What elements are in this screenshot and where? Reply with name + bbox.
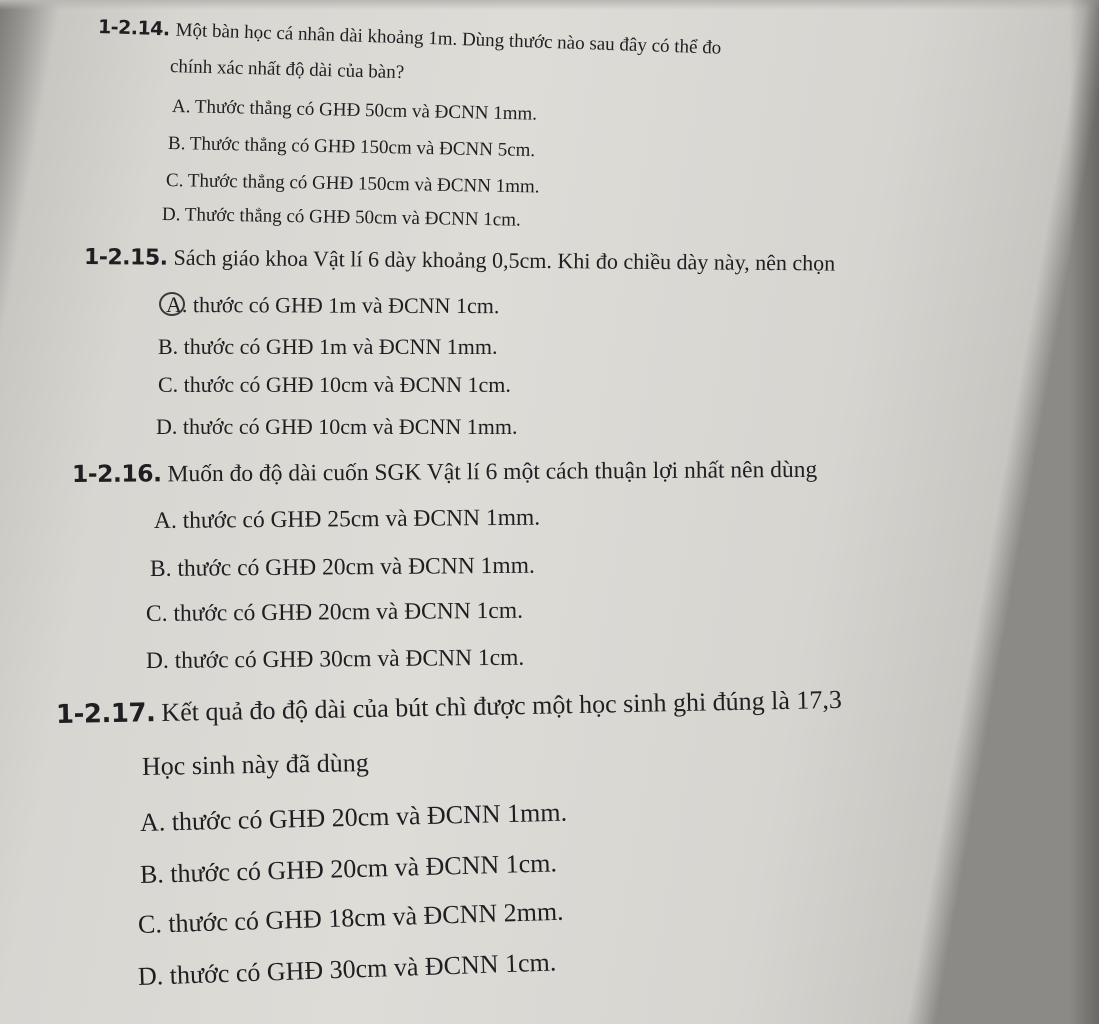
question-17-header <box>56 685 842 730</box>
question-number: 1-2.16. <box>71 459 162 488</box>
q14-option-d: D. Thước thẳng có GHĐ 50cm và ĐCNN 1cm. <box>161 204 521 231</box>
q16-option-c: C. thước có GHĐ 20cm và ĐCNN 1cm. <box>145 597 524 627</box>
q16-option-b: B. thước có GHĐ 20cm và ĐCNN 1mm. <box>149 552 535 582</box>
q15-option-c: C. thước có GHĐ 10cm và ĐCNN 1cm. <box>158 372 511 397</box>
q15-option-b: B. thước có GHĐ 1m và ĐCNN 1mm. <box>158 334 498 359</box>
q15-option-d: D. thước có GHĐ 10cm và ĐCNN 1mm. <box>156 414 518 439</box>
question-number: 1-2.17. <box>55 698 156 730</box>
question-14-stem-line2: chính xác nhất độ dài của bàn? <box>169 56 405 84</box>
answer-circle-mark: A <box>165 292 182 318</box>
question-17-stem-line2: Học sinh này đã dùng <box>141 748 369 781</box>
q16-option-d: D. thước có GHĐ 30cm và ĐCNN 1cm. <box>145 644 525 674</box>
question-stem: Một bàn học cá nhân dài khoảng 1m. Dùng thước nào sau đây có thể đo <box>175 19 722 59</box>
q17-option-b: B. thước có GHĐ 20cm và ĐCNN 1cm. <box>139 848 558 889</box>
q17-option-a: A. thước có GHĐ 20cm và ĐCNN 1mm. <box>139 797 568 837</box>
question-number: 1-2.14. <box>97 16 171 41</box>
question-15-header <box>84 244 835 277</box>
question-14-header <box>98 16 722 60</box>
q17-option-d: D. thước có GHĐ 30cm và ĐCNN 1cm. <box>137 947 557 991</box>
question-stem: Sách giáo khoa Vật lí 6 dày khoảng 0,5cm. Khi đo chiều dày này, nên chọn <box>173 244 836 276</box>
question-stem: Kết quả đo độ dài của bút chì được một học sinh ghi đúng là 17,3 <box>161 684 843 727</box>
q14-option-b: B. Thước thẳng có GHĐ 150cm và ĐCNN 5cm. <box>167 133 536 162</box>
q15-option-a: A. thước có GHĐ 1m và ĐCNN 1cm. <box>165 292 500 319</box>
q14-option-c: C. Thước thẳng có GHĐ 150cm và ĐCNN 1mm. <box>165 170 540 198</box>
q14-option-a: A. Thước thẳng có GHĐ 50cm và ĐCNN 1mm. <box>171 96 538 125</box>
q16-option-a: A. thước có GHĐ 25cm và ĐCNN 1mm. <box>153 504 541 534</box>
question-stem: Muốn đo độ dài cuốn SGK Vật lí 6 một cách thuận lợi nhất nên dùng <box>167 456 818 488</box>
q17-option-c: C. thước có GHĐ 18cm và ĐCNN 2mm. <box>137 896 564 939</box>
question-number: 1-2.15. <box>83 245 168 271</box>
question-16-header <box>72 455 817 489</box>
